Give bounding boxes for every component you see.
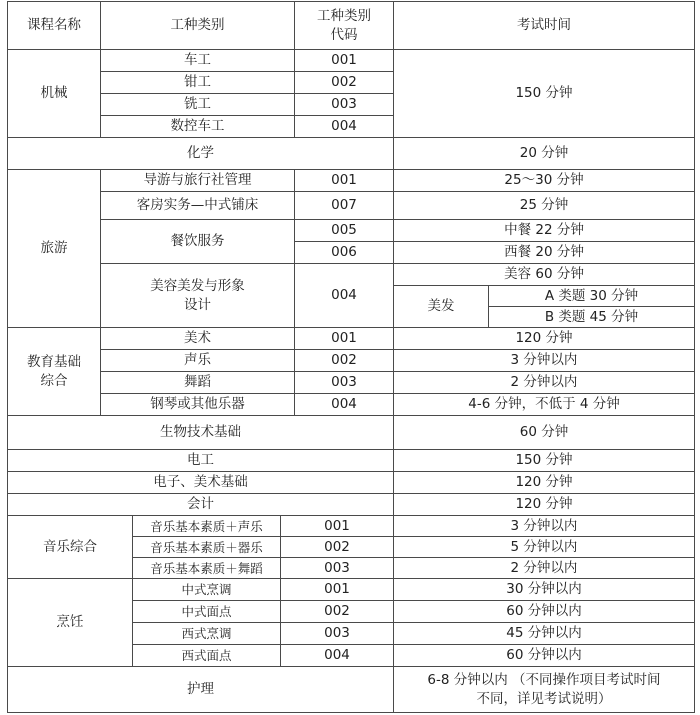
type-cell: 美术	[100, 327, 294, 349]
type-cell: 美容美发与形象 设计	[100, 263, 294, 327]
course-nursing: 护理	[7, 666, 393, 712]
code-cell: 005	[294, 219, 393, 241]
code-cell: 001	[294, 49, 393, 71]
code-cell: 004	[294, 263, 393, 327]
time-cell: 3 分钟以内	[393, 515, 694, 536]
time-cell: 中餐 22 分钟	[393, 219, 694, 241]
time-cell: 5 分钟以内	[393, 536, 694, 557]
time-cell: 25 分钟	[393, 191, 694, 219]
course-music: 音乐综合	[7, 515, 132, 578]
header-time: 考试时间	[393, 1, 694, 49]
time-cell: 45 分钟以内	[393, 622, 694, 644]
code-cell: 003	[294, 371, 393, 393]
code-cell: 003	[294, 93, 393, 115]
code-cell: 004	[280, 644, 393, 666]
code-cell: 003	[280, 622, 393, 644]
type-cell: 声乐	[100, 349, 294, 371]
time-cell: 30 分钟以内	[393, 578, 694, 600]
time-cell: 60 分钟以内	[393, 600, 694, 622]
time-cell: 6-8 分钟以内 （不同操作项目考试时间 不同，详见考试说明）	[393, 666, 694, 712]
type-cell: 钢琴或其他乐器	[100, 393, 294, 415]
time-cell: 25～30 分钟	[393, 169, 694, 191]
time-cell: 20 分钟	[393, 137, 694, 169]
time-cell: 120 分钟	[393, 493, 694, 515]
code-cell: 001	[294, 169, 393, 191]
time-cell: 4-6 分钟，不低于 4 分钟	[393, 393, 694, 415]
code-cell: 007	[294, 191, 393, 219]
time-cell: 150 分钟	[393, 449, 694, 471]
code-cell: 002	[280, 536, 393, 557]
code-cell: 001	[280, 515, 393, 536]
type-cell: 音乐基本素质＋声乐	[132, 515, 280, 536]
time-cell: 60 分钟以内	[393, 644, 694, 666]
type-cell: 音乐基本素质＋器乐	[132, 536, 280, 557]
code-cell: 002	[280, 600, 393, 622]
code-cell: 006	[294, 241, 393, 263]
time-cell: 西餐 20 分钟	[393, 241, 694, 263]
course-electronics-art: 电子、美术基础	[7, 471, 393, 493]
code-cell: 003	[280, 557, 393, 578]
time-cell: 120 分钟	[393, 471, 694, 493]
time-cell: 美容 60 分钟	[393, 263, 694, 285]
header-course: 课程名称	[7, 1, 100, 49]
course-electrician: 电工	[7, 449, 393, 471]
course-chemistry: 化学	[7, 137, 393, 169]
course-tourism: 旅游	[7, 169, 100, 327]
type-cell: 西式烹调	[132, 622, 280, 644]
type-cell: 数控车工	[100, 115, 294, 137]
code-cell: 004	[294, 115, 393, 137]
time-cell: A 类题 30 分钟	[488, 285, 694, 306]
type-cell: 客房实务—中式铺床	[100, 191, 294, 219]
type-cell: 中式面点	[132, 600, 280, 622]
type-cell: 餐饮服务	[100, 219, 294, 263]
time-cell: 150 分钟	[393, 49, 694, 137]
course-biotech: 生物技术基础	[7, 415, 393, 449]
code-cell: 004	[294, 393, 393, 415]
code-cell: 002	[294, 71, 393, 93]
type-cell: 西式面点	[132, 644, 280, 666]
type-cell: 车工	[100, 49, 294, 71]
time-cell: 120 分钟	[393, 327, 694, 349]
code-cell: 001	[280, 578, 393, 600]
time-cell: 2 分钟以内	[393, 371, 694, 393]
time-cell: 3 分钟以内	[393, 349, 694, 371]
type-cell: 钳工	[100, 71, 294, 93]
code-cell: 002	[294, 349, 393, 371]
type-cell: 音乐基本素质＋舞蹈	[132, 557, 280, 578]
type-cell: 导游与旅行社管理	[100, 169, 294, 191]
course-education: 教育基础 综合	[7, 327, 100, 415]
course-cooking: 烹饪	[7, 578, 132, 666]
type-cell: 舞蹈	[100, 371, 294, 393]
time-cell: 60 分钟	[393, 415, 694, 449]
course-mechanical: 机械	[7, 49, 100, 137]
header-type: 工种类别	[100, 1, 294, 49]
hair-label: 美发	[393, 285, 488, 327]
type-cell: 中式烹调	[132, 578, 280, 600]
code-cell: 001	[294, 327, 393, 349]
time-cell: 2 分钟以内	[393, 557, 694, 578]
time-cell: B 类题 45 分钟	[488, 306, 694, 327]
course-accounting: 会计	[7, 493, 393, 515]
type-cell: 铣工	[100, 93, 294, 115]
header-code: 工种类别 代码	[294, 1, 393, 49]
